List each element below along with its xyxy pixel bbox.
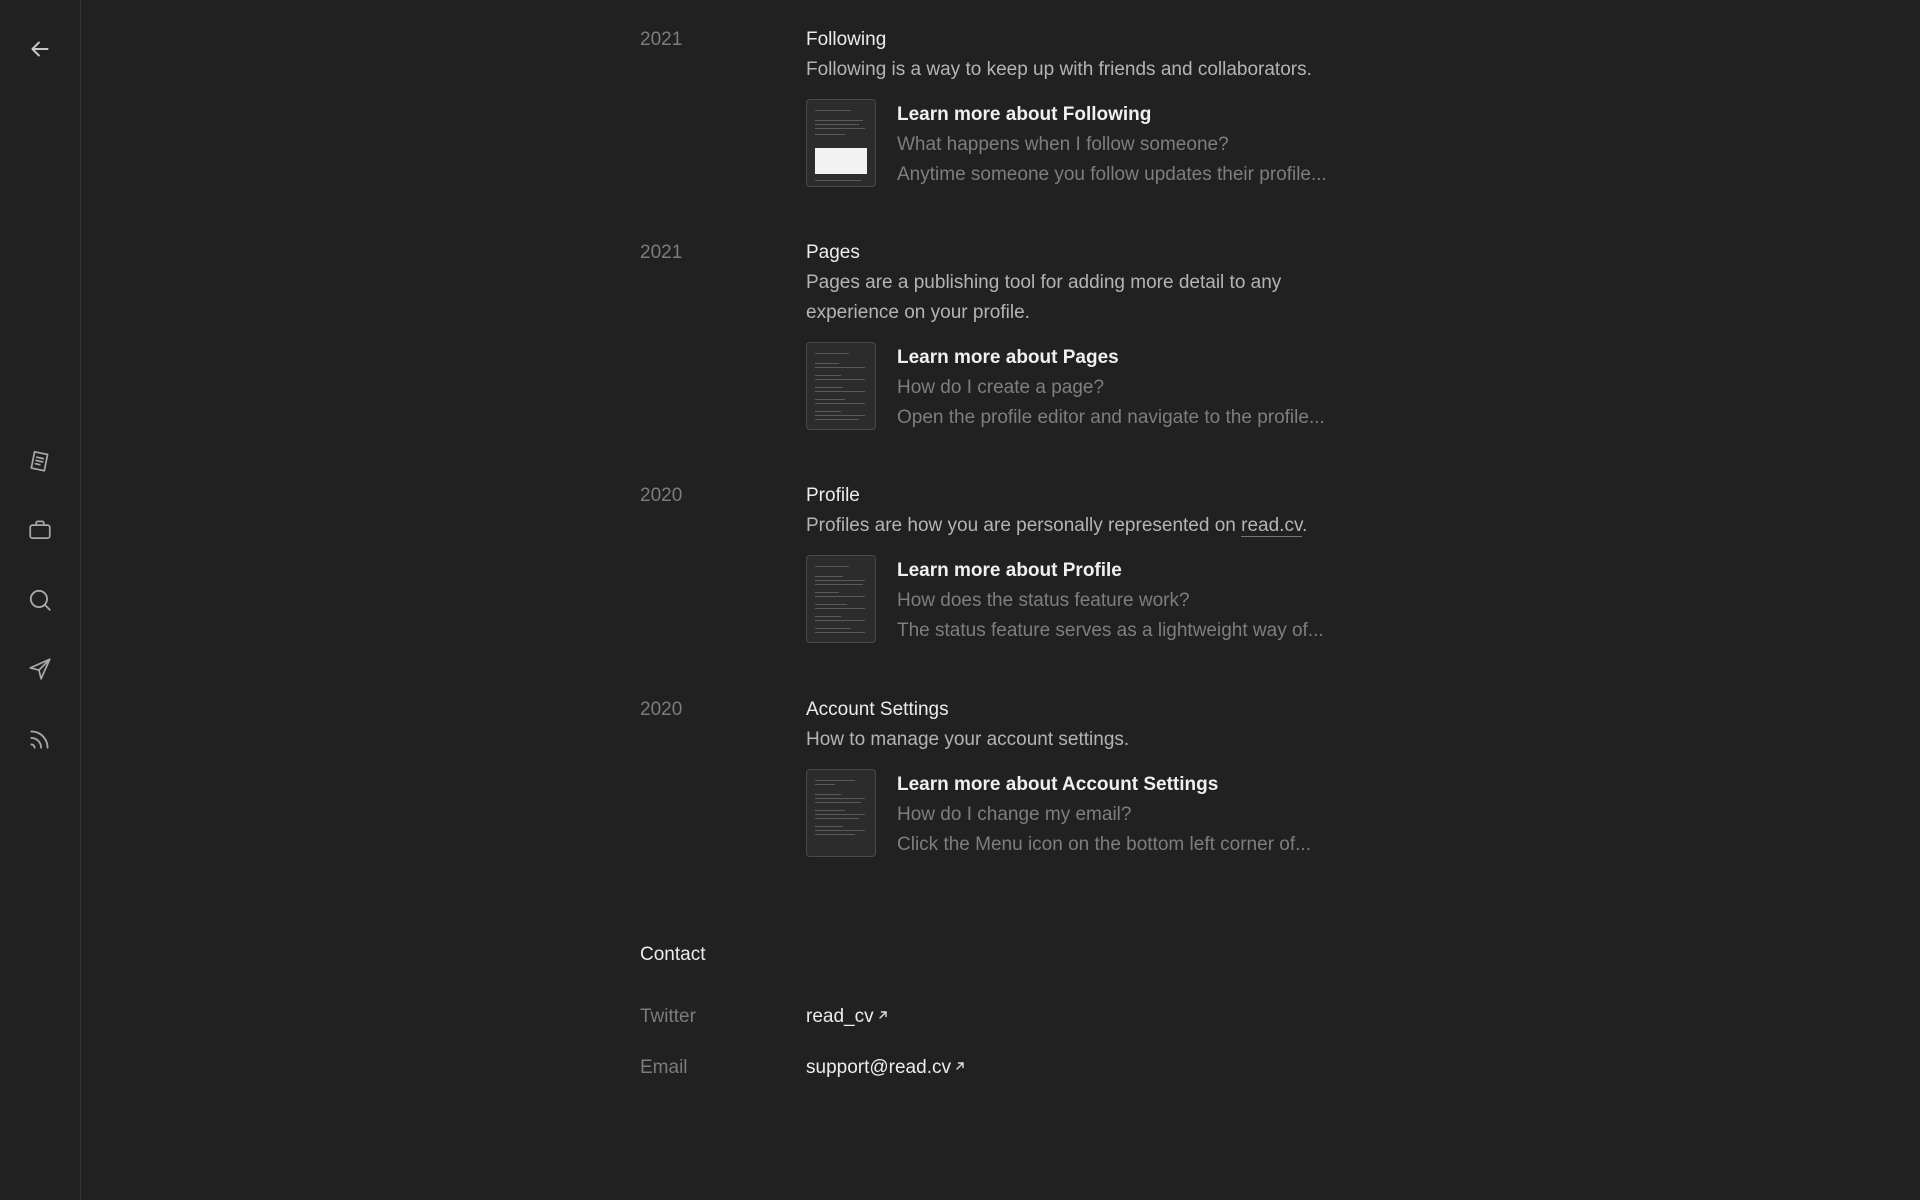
feed-icon (27, 726, 53, 752)
sidebar (0, 0, 81, 1200)
entry-year: 2020 (640, 485, 683, 506)
twitter-handle: read_cv (806, 1006, 874, 1027)
back-arrow-icon (27, 36, 53, 62)
card-question: What happens when I follow someone? (897, 134, 1229, 155)
entry-year: 2020 (640, 699, 683, 720)
entry-title: Profile (806, 485, 860, 506)
learn-more-card[interactable] (806, 342, 1366, 434)
contact-label: Email (640, 1057, 688, 1078)
card-question: How do I change my email? (897, 804, 1132, 825)
learn-more-card[interactable] (806, 555, 1366, 647)
contact-heading: Contact (640, 944, 706, 965)
external-link-icon (877, 1009, 889, 1021)
contact-label: Twitter (640, 1006, 696, 1027)
entry-content (806, 25, 1366, 191)
entry-title: Following (806, 29, 887, 50)
page-thumbnail (806, 555, 876, 643)
contact-row-email (640, 1053, 1400, 1083)
entry-description: Following is a way to keep up with friends and collaborators. (806, 59, 1312, 80)
contact-row-twitter (640, 1002, 1400, 1032)
card-question: How does the status feature work? (897, 590, 1190, 611)
card-answer: Open the profile editor and navigate to the profile... (897, 407, 1325, 428)
learn-more-card[interactable] (806, 99, 1366, 191)
back-button[interactable] (20, 29, 60, 69)
entry-description-suffix: . (1302, 515, 1308, 536)
card-title: Learn more about Pages (897, 347, 1119, 368)
page-thumbnail (806, 99, 876, 187)
learn-more-card[interactable] (806, 769, 1366, 861)
card-answer: Click the Menu icon on the bottom left corner of... (897, 834, 1311, 855)
card-question: How do I create a page? (897, 377, 1105, 398)
card-title: Learn more about Following (897, 104, 1152, 125)
nav-feed-button[interactable] (20, 719, 60, 759)
nav-jobs-button[interactable] (20, 510, 60, 550)
entry-content (806, 695, 1366, 861)
search-icon (27, 587, 53, 613)
card-title: Learn more about Account Settings (897, 774, 1219, 795)
entry-year: 2021 (640, 29, 683, 50)
send-icon (27, 656, 53, 682)
card-title: Learn more about Profile (897, 560, 1122, 581)
entry-title: Pages (806, 242, 860, 263)
twitter-link[interactable] (806, 1002, 889, 1032)
external-link-icon (954, 1060, 966, 1072)
card-text (897, 99, 1367, 190)
read-cv-link[interactable]: read.cv (1241, 515, 1303, 536)
nav-search-button[interactable] (20, 580, 60, 620)
card-text (897, 769, 1367, 860)
nav-documents-button[interactable] (20, 441, 60, 481)
email-address: support@read.cv (806, 1057, 951, 1078)
entry-title: Account Settings (806, 699, 949, 720)
card-text (897, 555, 1367, 646)
entry-year: 2021 (640, 242, 683, 263)
entry-description: How to manage your account settings. (806, 729, 1130, 750)
nav-messages-button[interactable] (20, 649, 60, 689)
email-link[interactable] (806, 1053, 966, 1083)
page-thumbnail (806, 342, 876, 430)
card-answer: Anytime someone you follow updates their profile... (897, 164, 1327, 185)
entry-description: Pages are a publishing tool for adding more detail to any experience on your profile. (806, 272, 1282, 323)
page-thumbnail (806, 769, 876, 857)
briefcase-icon (27, 517, 53, 543)
card-text (897, 342, 1367, 433)
entry-content (806, 238, 1366, 434)
document-icon (27, 448, 53, 474)
entry-description (806, 511, 1366, 541)
entry-description-text: Profiles are how you are personally represented on (806, 515, 1242, 536)
entry-content (806, 481, 1366, 647)
card-answer: The status feature serves as a lightweight way of... (897, 620, 1324, 641)
